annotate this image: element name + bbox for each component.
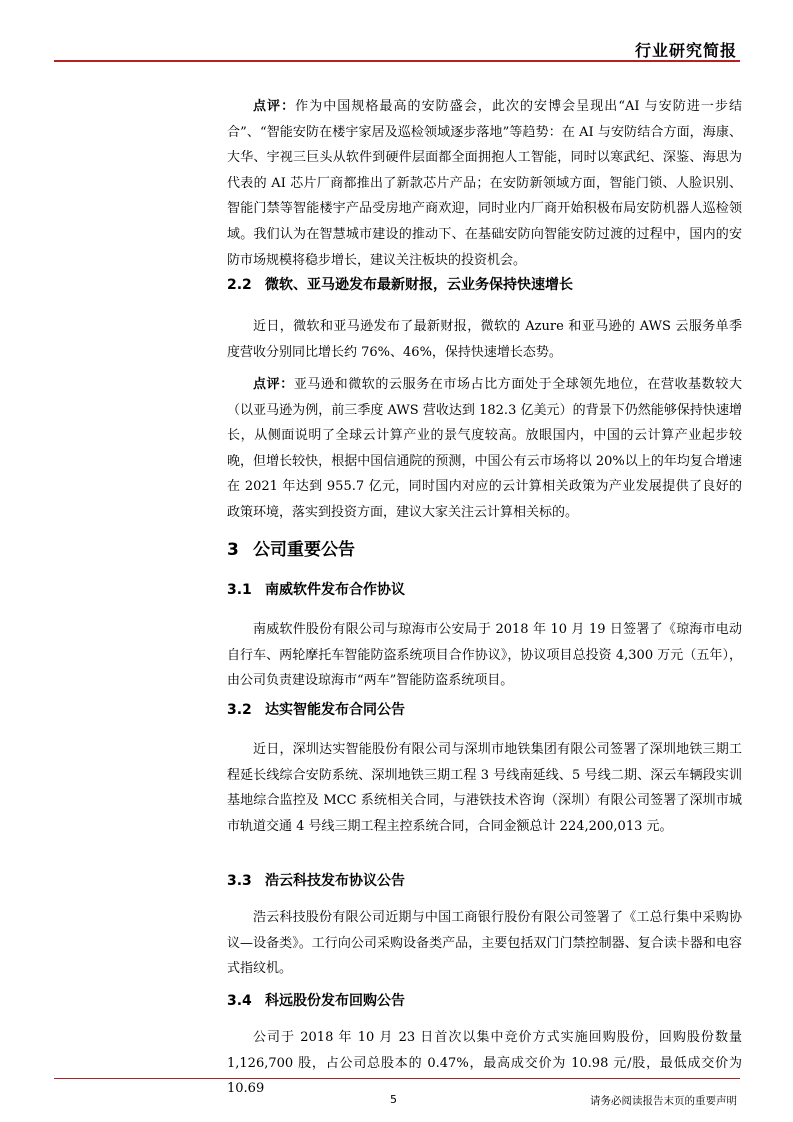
comment-paragraph-cloud [227, 372, 742, 526]
section-number: 3 [227, 540, 239, 560]
body-paragraph-keyuan: 公司于 2018 年 10 月 23 日首次以集中竞价方式实施回购股份，回购股份数量 1,126,700 股，占公司总股本的 0.47%，最高成交价为 10.98 元/股，最低成交价为 10.69 [227, 1030, 742, 1097]
section-heading-3-2 [227, 699, 405, 719]
section-title: 微软、亚马逊发布最新财报，云业务保持快速增长 [265, 277, 573, 293]
section-number: 3.2 [227, 702, 252, 718]
section-heading-3-3 [227, 870, 405, 890]
disclaimer-note: 请务必阅读报告末页的重要声明 [590, 1095, 737, 1107]
section-heading-2-2 [227, 274, 573, 294]
section-title: 浩云科技发布协议公告 [265, 873, 405, 889]
body-paragraph-cloud-earnings: 近日，微软和亚马逊发布了最新财报，微软的 Azure 和亚马逊的 AWS 云服务单季度营收分别同比增长约 76%、46%，保持快速增长态势。 [227, 319, 742, 360]
comment-text: 亚马逊和微软的云服务在市场占比方面处于全球领先地位，在营收基数较大（以亚马逊为例，前三季度 AWS 营收达到 182.3 亿美元）的背景下仍然能够保持快速增长，从侧面说明了全球云计算产业的景气度较高。放眼国内，中国的云计算产业起步较晚，但增长较快，根据中国信通院的预测，中国公有云市场将以 20%以上的年均复合增速在 2021 年达到 955.7 亿元，同时国内对应的云计算相关政策为产业发展提供了良好的政策环境，落实到投资方面，建议大家关注云计算相关标的。 [227, 377, 742, 520]
section-title: 科远股份发布回购公告 [265, 993, 405, 1009]
header-divider [54, 60, 740, 62]
comment-paragraph-expo [227, 94, 742, 273]
body-paragraph-haoyun: 浩云科技股份有限公司近期与中国工商银行股份有限公司签署了《工总行集中采购协议—设备类》。工行向公司采购设备类产品，主要包括双门门禁控制器、复合读卡器和电容式指纹机。 [227, 910, 742, 977]
section-number: 3.3 [227, 873, 252, 889]
page-header [0, 0, 793, 62]
section-title: 南威软件发布合作协议 [265, 582, 405, 598]
report-type-title: 行业研究简报 [634, 41, 737, 60]
section-heading-3-1 [227, 579, 405, 599]
page-number: 5 [390, 1093, 397, 1106]
body-paragraph-dashi: 近日，深圳达实智能股份有限公司与深圳市地铁集团有限公司签署了深圳地铁三期工程延长线综合安防系统、深圳地铁三期工程 3 号线南延线、5 号线二期、深云车辆段实训基地综合监控及 MCC 系统相关合同，与港铁技术咨询（深圳）有限公司签署了深圳市城市轨道交通 4 号线三期工程主控系统合同，合同金额总计 224,200,013 元。 [227, 742, 742, 834]
section-number: 3.4 [227, 993, 252, 1009]
comment-label: 点评： [253, 377, 294, 392]
comment-label: 点评： [253, 99, 296, 114]
section-heading-3 [227, 535, 355, 560]
body-paragraph-nanwei: 南威软件股份有限公司与琼海市公安局于 2018 年 10 月 19 日签署了《琼海市电动自行车、两轮摩托车智能防盗系统项目合作协议》，协议项目总投资 4,300 万元（五年），由公司负责建设琼海市“两车”智能防盗系统项目。 [227, 622, 742, 689]
section-heading-3-4 [227, 990, 405, 1010]
section-title: 公司重要公告 [253, 540, 355, 560]
comment-text: 作为中国规格最高的安防盛会，此次的安博会呈现出“AI 与安防进一步结合”、“智能安防在楼宇家居及巡检领域逐步落地”等趋势：在 AI 与安防结合方面，海康、大华、宇视三巨头从软件到硬件层面都全面拥抱人工智能，同时以寒武纪、深鉴、海思为代表的 AI 芯片厂商都推出了新款芯片产品；在安防新领域方面，智能门锁、人脸识别、智能门禁等智能楼宇产品受房地产商欢迎，同时业内厂商开始积极布局安防机器人巡检领域。我们认为在智慧城市建设的推动下、在基础安防向智能安防过渡的过程中，国内的安防市场规模将稳步增长，建议关注板块的投资机会。 [227, 99, 742, 268]
section-number: 2.2 [227, 277, 252, 293]
footer-divider [54, 1078, 740, 1079]
section-title: 达实智能发布合同公告 [265, 702, 405, 718]
section-number: 3.1 [227, 582, 252, 598]
